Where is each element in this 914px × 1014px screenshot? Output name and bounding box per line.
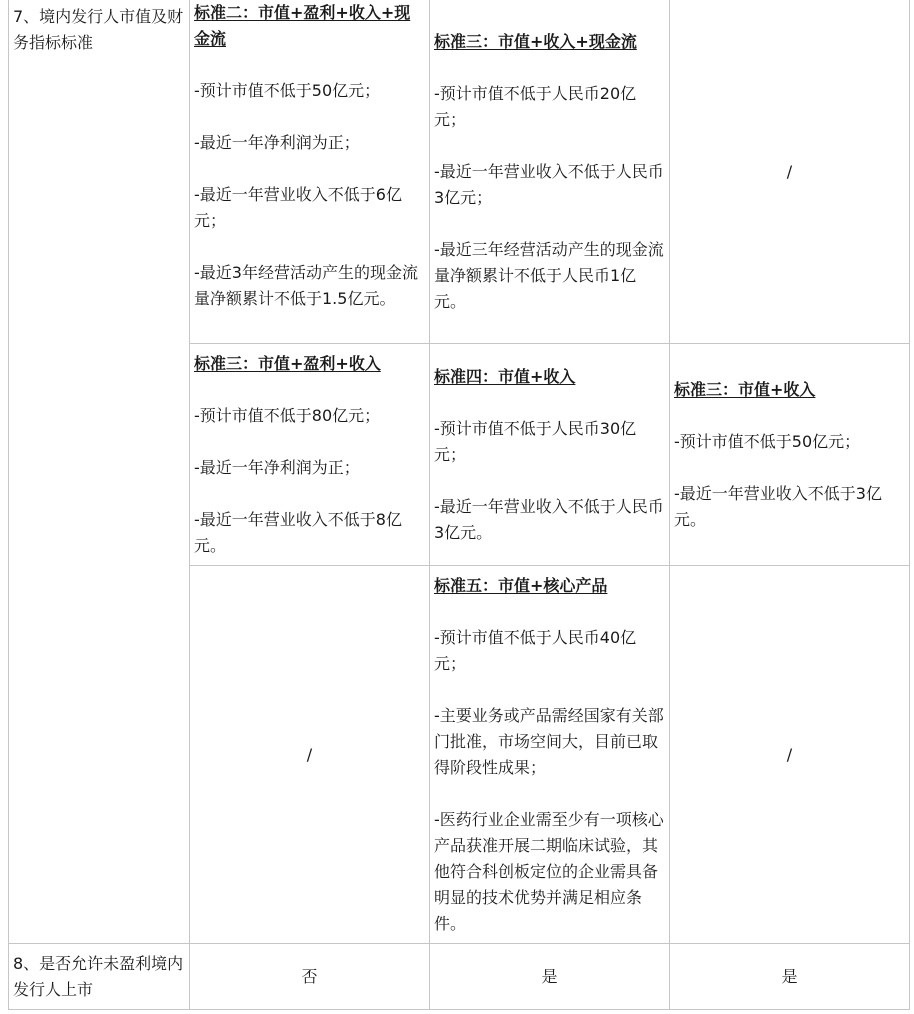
criterion-item: -最近一年营业收入不低于3亿元。	[674, 483, 882, 529]
cell-standard-three-revenue	[670, 344, 910, 566]
criterion-item: -最近一年营业收入不低于人民币3亿元。	[434, 496, 664, 542]
cell-answer	[670, 944, 910, 1010]
criterion-item: -最近三年经营活动产生的现金流量净额累计不低于人民币1亿元。	[434, 239, 664, 311]
slash-text: /	[306, 744, 313, 764]
row-8-label-cell	[9, 944, 190, 1010]
standard-heading: 标准四：市值+收入	[434, 366, 576, 386]
row-7-label-cell	[9, 0, 190, 944]
criterion-item: -预计市值不低于人民币20亿元；	[434, 83, 637, 129]
criterion-item: -预计市值不低于人民币40亿元；	[434, 627, 637, 673]
cell-empty-slash	[670, 566, 910, 944]
criterion-item: -最近3年经营活动产生的现金流量净额累计不低于1.5亿元。	[194, 263, 418, 308]
cell-standard-four	[430, 344, 670, 566]
listing-standards-table	[8, 0, 910, 1010]
row-label: 7、境内发行人市值及财务指标标准	[13, 7, 184, 52]
criterion-item: -预计市值不低于80亿元；	[194, 405, 381, 425]
standard-heading: 标准三：市值+收入	[674, 379, 816, 399]
answer-text: 否	[301, 966, 318, 986]
answer-text: 是	[541, 966, 558, 986]
criterion-item: -最近一年营业收入不低于人民币3亿元；	[434, 161, 664, 207]
standard-heading: 标准三：市值+盈利+收入	[194, 353, 381, 373]
standard-heading: 标准三：市值+收入+现金流	[434, 31, 637, 51]
cell-standard-two	[190, 0, 430, 344]
criterion-item: -最近一年净利润为正；	[194, 457, 360, 477]
criterion-item: -最近一年净利润为正；	[194, 133, 360, 152]
cell-standard-three-cashflow	[430, 0, 670, 344]
cell-empty-slash	[670, 0, 910, 344]
criterion-item: -主要业务或产品需经国家有关部门批准，市场空间大，目前已取得阶段性成果；	[434, 705, 664, 777]
criterion-item: -预计市值不低于50亿元；	[194, 81, 381, 100]
cell-empty-slash	[190, 566, 430, 944]
criterion-item: -预计市值不低于人民币30亿元；	[434, 418, 637, 464]
criterion-item: -最近一年营业收入不低于8亿元。	[194, 509, 402, 555]
criterion-item: -医药行业企业需至少有一项核心产品获准开展二期临床试验，其他符合科创板定位的企业需具备明显的技术优势并满足相应条件。	[434, 809, 664, 933]
answer-text: 是	[781, 966, 798, 986]
row-label: 8、是否允许未盈利境内发行人上市	[13, 953, 184, 999]
criterion-item: -预计市值不低于50亿元；	[674, 431, 861, 451]
slash-text: /	[786, 161, 793, 181]
cell-standard-five	[430, 566, 670, 944]
table-row	[9, 0, 910, 344]
criterion-item: -最近一年营业收入不低于6亿元；	[194, 185, 402, 230]
cell-answer	[430, 944, 670, 1010]
cell-answer	[190, 944, 430, 1010]
cell-standard-three-profit	[190, 344, 430, 566]
slash-text: /	[786, 744, 793, 764]
table-row	[9, 944, 910, 1010]
standard-heading: 标准五：市值+核心产品	[434, 575, 608, 595]
standard-heading: 标准二：市值+盈利+收入+现金流	[194, 3, 411, 48]
